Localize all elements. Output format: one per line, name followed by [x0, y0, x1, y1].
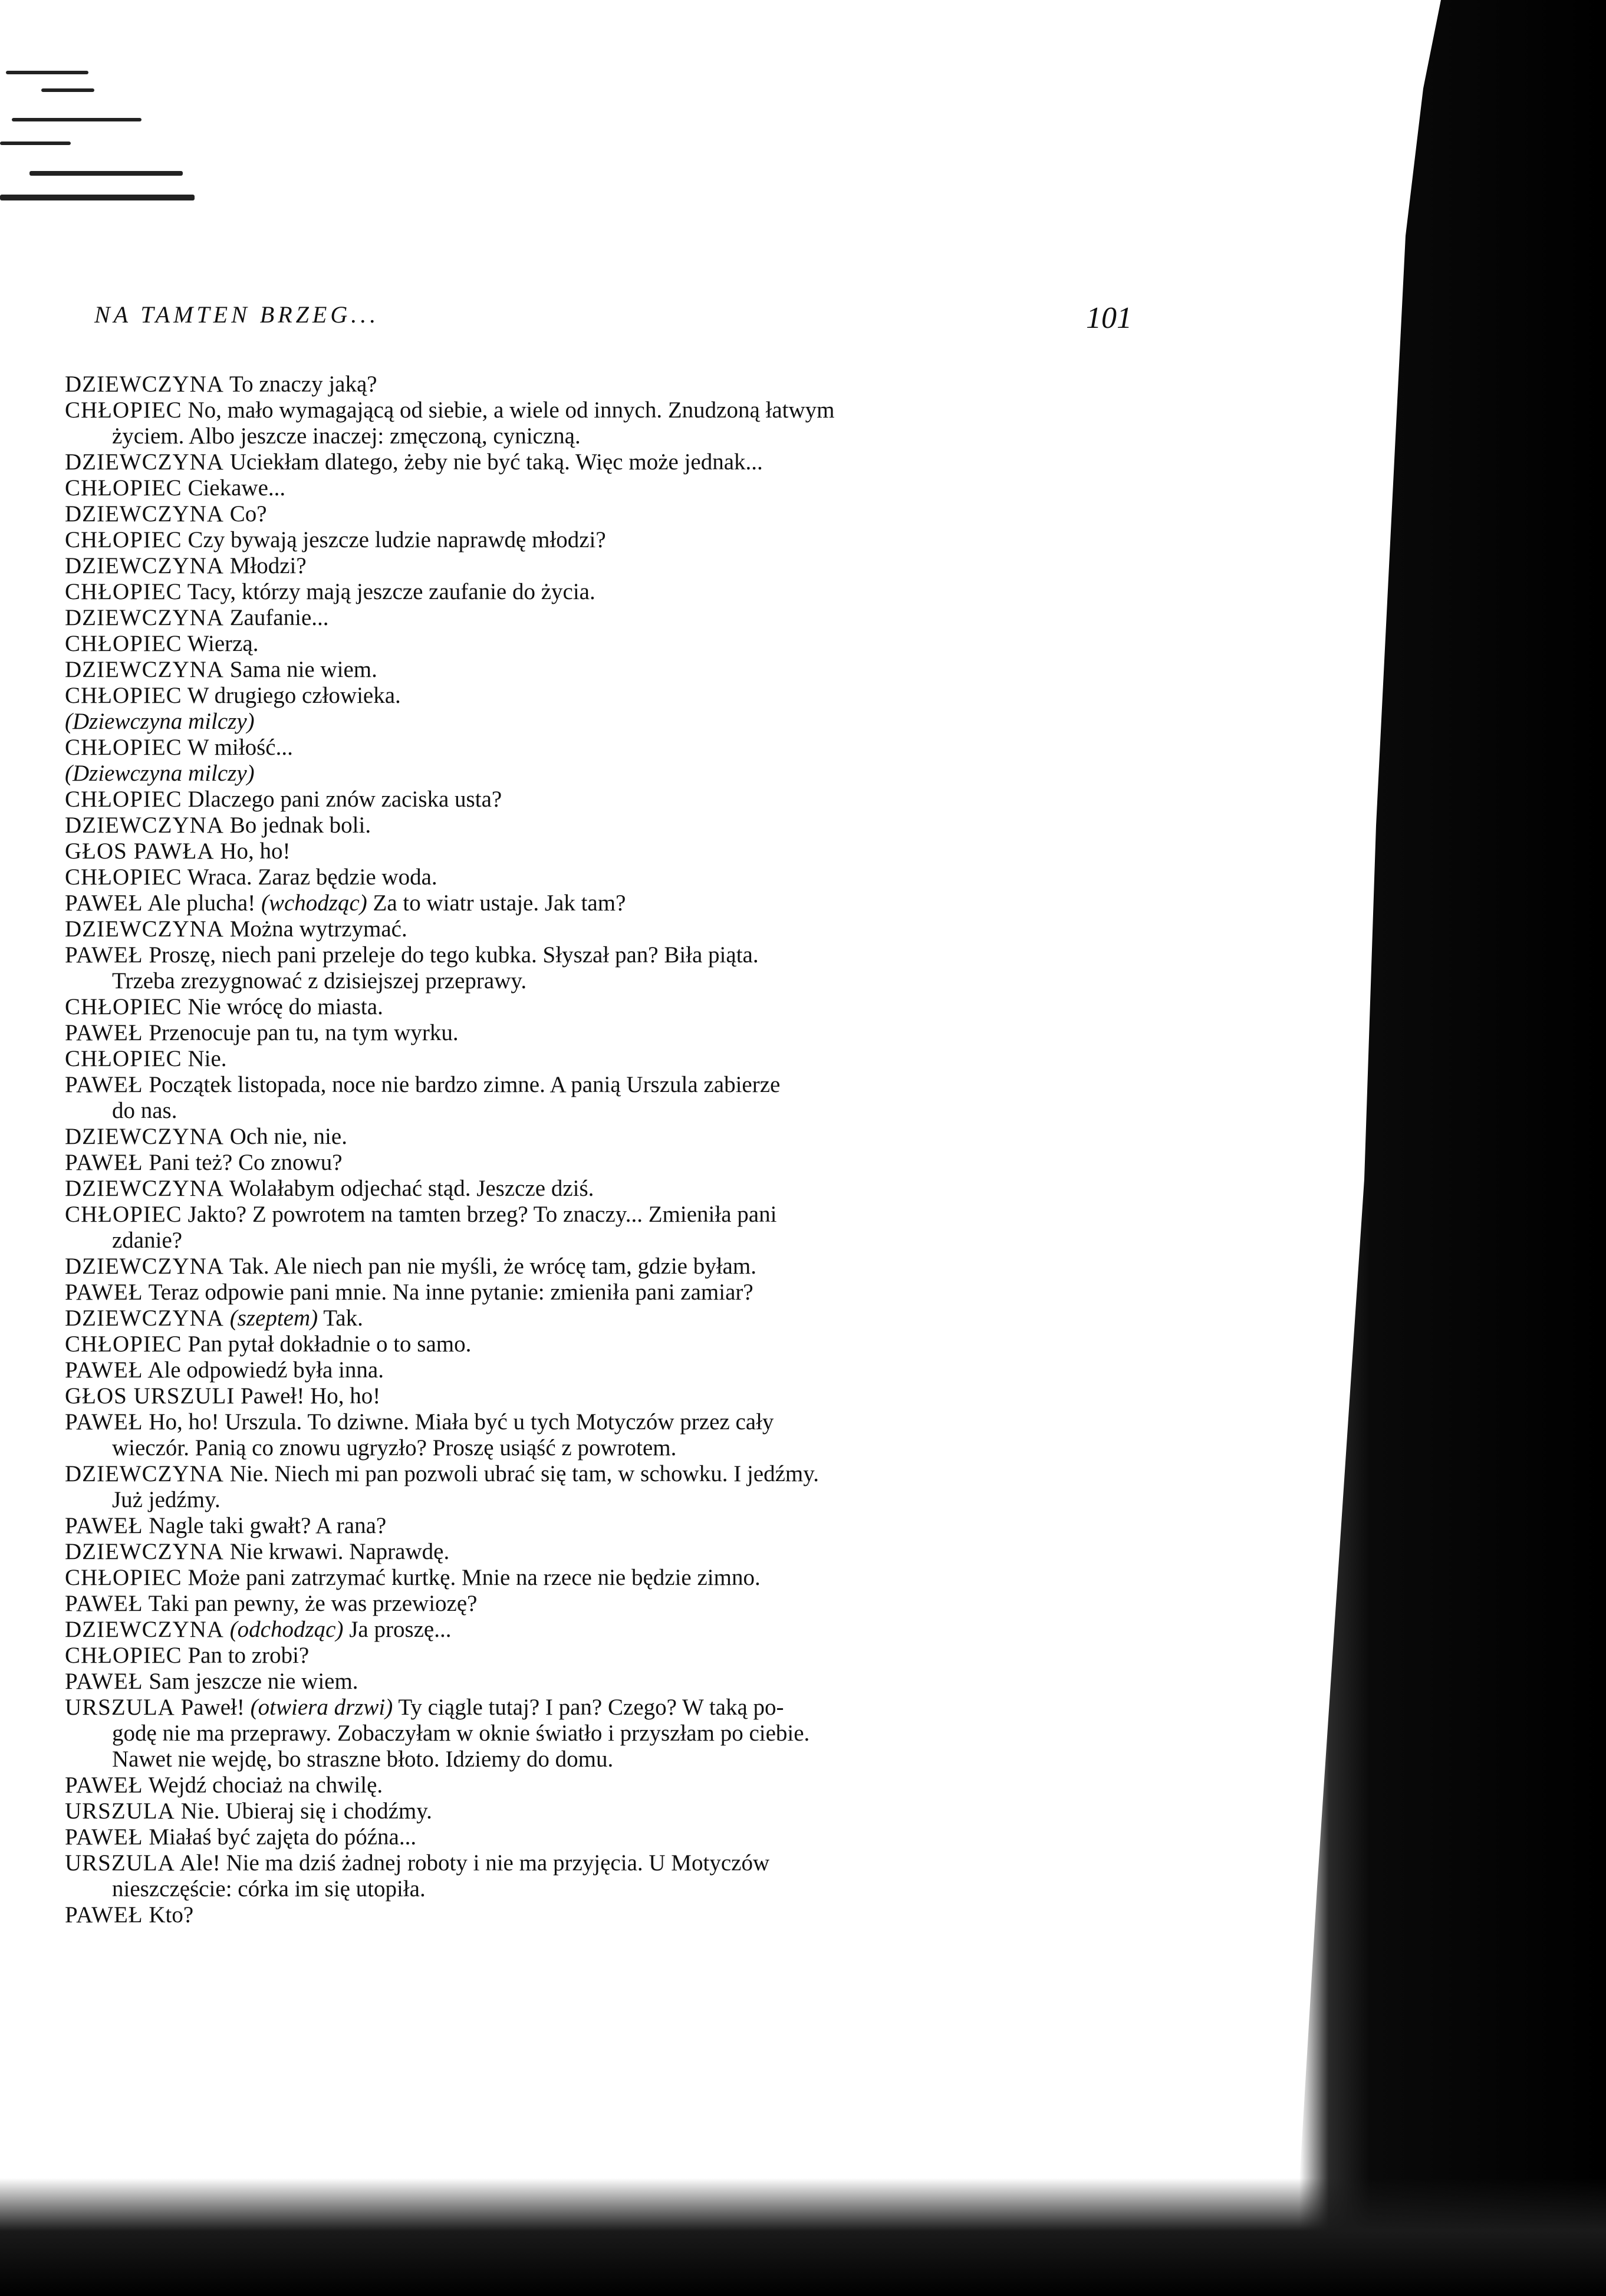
speaker-name: CHŁOPIEC [65, 1565, 182, 1590]
speech-text: Pani też? Co znowu? [149, 1150, 343, 1175]
scan-dark-edge [1276, 0, 1606, 2296]
dialogue-line [65, 787, 1256, 813]
speaker-name: GŁOS URSZULI [65, 1383, 235, 1409]
dialogue-line [65, 1902, 1256, 1928]
dialogue-line [65, 1824, 1256, 1850]
speaker-name: PAWEŁ [65, 1279, 143, 1305]
speaker-name: PAWEŁ [65, 1020, 143, 1045]
dialogue-line [65, 1305, 1256, 1331]
speech-text: nieszczęście: córka im się utopiła. [112, 1876, 426, 1902]
dialogue-line [65, 1046, 1256, 1072]
speech-text: W drugiego człowieka. [187, 683, 401, 708]
dialogue-line [65, 1746, 1256, 1772]
speech-text: Nie. Niech mi pan pozwoli ubrać się tam, w schowku. I jedźmy. [229, 1461, 819, 1486]
dialogue-text [65, 371, 1256, 1928]
speech-text: Młodzi? [229, 553, 307, 578]
speech-text: Zaufanie... [229, 605, 329, 630]
dialogue-line [65, 1435, 1256, 1461]
speaker-name: CHŁOPIEC [65, 1046, 182, 1071]
dialogue-line [65, 553, 1256, 579]
speaker-name: PAWEŁ [65, 1669, 143, 1694]
dialogue-line [65, 1254, 1256, 1279]
speaker-name: CHŁOPIEC [65, 475, 182, 501]
speaker-name: PAWEŁ [65, 1072, 143, 1097]
speech-text: Tak. Ale niech pan nie myśli, że wrócę tam, gdzie byłam. [229, 1254, 756, 1279]
dialogue-line [65, 1565, 1256, 1591]
speaker-name: CHŁOPIEC [65, 864, 182, 890]
speaker-name: DZIEWCZYNA [65, 1254, 224, 1279]
speaker-name: PAWEŁ [65, 1902, 143, 1927]
dialogue-line [65, 1669, 1256, 1695]
speech-text: Ty ciągle tutaj? I pan? Czego? W taką po- [398, 1695, 784, 1720]
speech-text: Sama nie wiem. [229, 657, 377, 682]
speech-text: No, mało wymagającą od siebie, a wiele od innych. Znudzoną łatwym [187, 397, 835, 423]
stage-direction: (odchodząc) [229, 1617, 344, 1642]
speaker-name: DZIEWCZYNA [65, 501, 224, 527]
speech-text: godę nie ma przeprawy. Zobaczyłam w oknie światło i przyszłam po ciebie. [112, 1721, 810, 1746]
dialogue-line [65, 423, 1256, 449]
speech-text: Już jedźmy. [112, 1487, 221, 1512]
speech-text: Pan to zrobi? [187, 1643, 310, 1668]
dialogue-line [65, 1383, 1256, 1409]
dialogue-line [65, 1850, 1256, 1876]
dialogue-line [65, 1072, 1256, 1098]
dialogue-line [65, 1409, 1256, 1435]
dialogue-line [65, 449, 1256, 475]
dialogue-line [65, 1124, 1256, 1150]
scan-dark-bottom [0, 2178, 1606, 2296]
speech-text: Nagle taki gwałt? A rana? [149, 1513, 387, 1538]
speech-text: Taki pan pewny, że was przewiozę? [148, 1591, 478, 1616]
speech-text: Bo jednak boli. [229, 813, 371, 838]
dialogue-line [65, 1176, 1256, 1202]
speaker-name: CHŁOPIEC [65, 631, 182, 656]
stage-direction: (wchodząc) [261, 890, 367, 916]
dialogue-line [65, 1876, 1256, 1902]
speaker-name: CHŁOPIEC [65, 579, 182, 604]
dialogue-line [65, 1098, 1256, 1124]
speech-text: Czy bywają jeszcze ludzie naprawdę młodzi? [187, 527, 606, 552]
speech-text: Ho, ho! Urszula. To dziwne. Miała być u tych Motyczów przez cały [149, 1409, 774, 1435]
dialogue-line [65, 397, 1256, 423]
speech-text: Ho, ho! [220, 838, 291, 864]
speech-text: Wraca. Zaraz będzie woda. [187, 864, 437, 890]
speech-text: Pan pytał dokładnie o to samo. [187, 1331, 472, 1357]
speech-text: Przenocuje pan tu, na tym wyrku. [149, 1020, 459, 1045]
speech-text: wieczór. Panią co znowu ugryzło? Proszę usiąść z powrotem. [112, 1435, 677, 1461]
speech-text: Tacy, którzy mają jeszcze zaufanie do życia. [187, 579, 595, 604]
speech-text: Może pani zatrzymać kurtkę. Mnie na rzece nie będzie zimno. [187, 1565, 761, 1590]
dialogue-line [65, 916, 1256, 942]
speech-text: zdanie? [112, 1228, 183, 1253]
dialogue-line [65, 1020, 1256, 1046]
speaker-name: URSZULA [65, 1850, 175, 1876]
speech-text: Ale odpowiedź była inna. [147, 1357, 384, 1383]
speech-text: Jakto? Z powrotem na tamten brzeg? To znaczy... Zmieniła pani [187, 1202, 777, 1227]
speech-text: Co? [229, 501, 267, 527]
speaker-name: DZIEWCZYNA [65, 1461, 224, 1486]
speech-text: Początek listopada, noce nie bardzo zimne. A panią Urszula zabierze [149, 1072, 781, 1097]
dialogue-line [65, 709, 1256, 735]
speech-text: Nie. [187, 1046, 227, 1071]
speaker-name: DZIEWCZYNA [65, 1176, 224, 1201]
speech-text: Paweł! [180, 1695, 245, 1720]
dialogue-line [65, 527, 1256, 553]
speaker-name: PAWEŁ [65, 942, 143, 968]
speaker-name: DZIEWCZYNA [65, 916, 224, 942]
speech-text: Proszę, niech pani przeleje do tego kubka. Słyszał pan? Biła piąta. [149, 942, 759, 968]
speaker-name: URSZULA [65, 1695, 175, 1720]
dialogue-line [65, 1721, 1256, 1746]
speaker-name: CHŁOPIEC [65, 527, 182, 552]
speaker-name: PAWEŁ [65, 1591, 143, 1616]
dialogue-line [65, 1617, 1256, 1643]
page-number: 101 [1086, 301, 1132, 335]
speech-text: W miłość... [187, 735, 293, 760]
speech-text: do nas. [112, 1098, 177, 1123]
dialogue-line [65, 994, 1256, 1020]
speech-text: Nawet nie wejdę, bo straszne błoto. Idziemy do domu. [112, 1746, 614, 1772]
dialogue-line [65, 1228, 1256, 1254]
dialogue-line [65, 1772, 1256, 1798]
speaker-name: CHŁOPIEC [65, 1643, 182, 1668]
speaker-name: DZIEWCZYNA [65, 371, 224, 397]
stage-direction: (szeptem) [229, 1305, 318, 1331]
stage-direction: (Dziewczyna milczy) [65, 761, 255, 786]
speech-text: Sam jeszcze nie wiem. [149, 1669, 358, 1694]
speaker-name: DZIEWCZYNA [65, 657, 224, 682]
speech-text: Teraz odpowie pani mnie. Na inne pytanie: zmieniła pani zamiar? [148, 1279, 753, 1305]
dialogue-line [65, 1150, 1256, 1176]
running-title: NA TAMTEN BRZEG... [94, 301, 380, 328]
speech-text: Paweł! Ho, ho! [241, 1383, 381, 1409]
speaker-name: PAWEŁ [65, 1409, 143, 1435]
dialogue-line [65, 1487, 1256, 1513]
speaker-name: CHŁOPIEC [65, 1331, 182, 1357]
dialogue-line [65, 605, 1256, 631]
speech-text: życiem. Albo jeszcze inaczej: zmęczoną, cyniczną. [112, 423, 581, 449]
speaker-name: CHŁOPIEC [65, 397, 182, 423]
speech-text: Dlaczego pani znów zaciska usta? [187, 787, 502, 812]
stage-direction: (Dziewczyna milczy) [65, 709, 255, 734]
speaker-name: PAWEŁ [65, 1150, 143, 1175]
dialogue-line [65, 371, 1256, 397]
dialogue-line [65, 631, 1256, 657]
speaker-name: DZIEWCZYNA [65, 605, 224, 630]
speaker-name: CHŁOPIEC [65, 1202, 182, 1227]
speech-text: To znaczy jaką? [229, 371, 377, 397]
speaker-name: DZIEWCZYNA [65, 813, 224, 838]
dialogue-line [65, 1461, 1256, 1487]
dialogue-line [65, 1357, 1256, 1383]
speaker-name: CHŁOPIEC [65, 683, 182, 708]
speaker-name: DZIEWCZYNA [65, 1124, 224, 1149]
speaker-name: DZIEWCZYNA [65, 1539, 224, 1564]
dialogue-line [65, 735, 1256, 761]
speech-text: Można wytrzymać. [229, 916, 407, 942]
speech-text: Miałaś być zajęta do późna... [149, 1824, 417, 1850]
dialogue-line [65, 968, 1256, 994]
dialogue-line [65, 501, 1256, 527]
speech-text: Wejdź chociaż na chwilę. [148, 1772, 383, 1798]
dialogue-line [65, 813, 1256, 838]
speech-text: Uciekłam dlatego, żeby nie być taką. Więc może jednak... [229, 449, 763, 475]
speaker-name: DZIEWCZYNA [65, 1305, 224, 1331]
speech-text: Wierzą. [187, 631, 259, 656]
dialogue-line [65, 761, 1256, 787]
dialogue-line [65, 890, 1256, 916]
dialogue-line [65, 838, 1256, 864]
dialogue-line [65, 864, 1256, 890]
speech-text: Ja proszę... [349, 1617, 452, 1642]
dialogue-line [65, 1539, 1256, 1565]
scan-artifact-corner [0, 53, 224, 224]
speech-text: Kto? [149, 1902, 194, 1927]
speaker-name: DZIEWCZYNA [65, 1617, 224, 1642]
speech-text: Nie. Ubieraj się i chodźmy. [180, 1798, 432, 1824]
dialogue-line [65, 1798, 1256, 1824]
dialogue-line [65, 942, 1256, 968]
speaker-name: PAWEŁ [65, 890, 143, 916]
speaker-name: CHŁOPIEC [65, 735, 182, 760]
speaker-name: PAWEŁ [65, 1513, 143, 1538]
speaker-name: DZIEWCZYNA [65, 553, 224, 578]
dialogue-line [65, 1202, 1256, 1228]
dialogue-line [65, 1643, 1256, 1669]
stage-direction: (otwiera drzwi) [250, 1695, 393, 1720]
dialogue-line [65, 1591, 1256, 1617]
speaker-name: PAWEŁ [65, 1824, 143, 1850]
speech-text: Nie krwawi. Naprawdę. [229, 1539, 450, 1564]
dialogue-line [65, 683, 1256, 709]
dialogue-line [65, 1513, 1256, 1539]
dialogue-line [65, 657, 1256, 683]
speech-text: Wolałabym odjechać stąd. Jeszcze dziś. [229, 1176, 594, 1201]
speaker-name: GŁOS PAWŁA [65, 838, 215, 864]
page-header [94, 295, 1132, 348]
dialogue-line [65, 579, 1256, 605]
dialogue-line [65, 1331, 1256, 1357]
speech-text: Trzeba zrezygnować z dzisiejszej przeprawy. [112, 968, 527, 994]
dialogue-line [65, 475, 1256, 501]
speech-text: Ale plucha! [147, 890, 256, 916]
speaker-name: PAWEŁ [65, 1357, 143, 1383]
speaker-name: URSZULA [65, 1798, 175, 1824]
dialogue-line [65, 1279, 1256, 1305]
speech-text: Tak. [323, 1305, 363, 1331]
speech-text: Och nie, nie. [229, 1124, 347, 1149]
dialogue-line [65, 1695, 1256, 1721]
speech-text: Za to wiatr ustaje. Jak tam? [373, 890, 626, 916]
speech-text: Nie wrócę do miasta. [187, 994, 383, 1019]
speaker-name: DZIEWCZYNA [65, 449, 224, 475]
speech-text: Ale! Nie ma dziś żadnej roboty i nie ma przyjęcia. U Motyczów [179, 1850, 770, 1876]
speech-text: Ciekawe... [187, 475, 286, 501]
speaker-name: CHŁOPIEC [65, 994, 182, 1019]
speaker-name: CHŁOPIEC [65, 787, 182, 812]
speaker-name: PAWEŁ [65, 1772, 143, 1798]
